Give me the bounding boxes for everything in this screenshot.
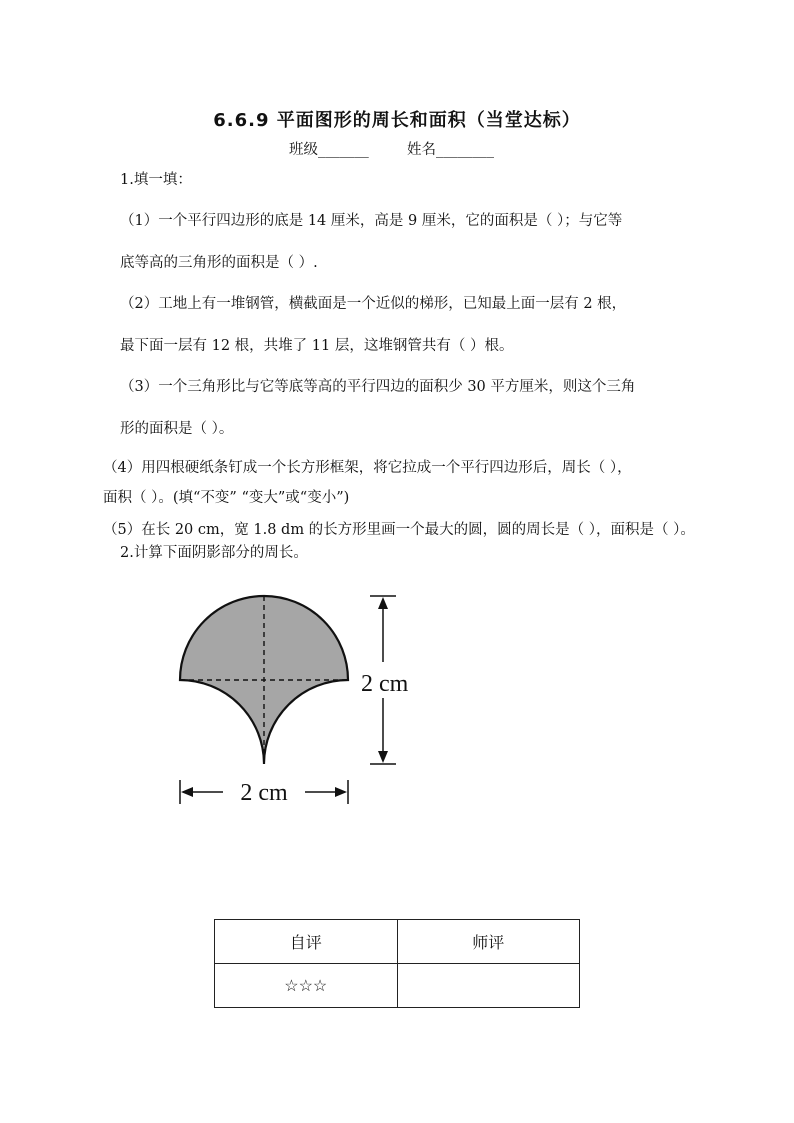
question-1-2-line-1: （2）工地上有一堆钢管，横截面是一个近似的梯形，已知最上面一层有 2 根， <box>120 296 627 312</box>
figure-svg <box>165 590 435 810</box>
question-1-heading: 1.填一填： <box>120 172 192 188</box>
height-label: 2 cm <box>361 671 409 697</box>
name-field: 姓名________ <box>407 142 494 158</box>
page-title: 6.6.9 平面图形的周长和面积（当堂达标） <box>213 110 581 131</box>
question-1-4-line-1: （4）用四根硬纸条钉成一个长方形框架，将它拉成一个平行四边形后，周长（ ）， <box>103 460 632 476</box>
self-rating-stars[interactable]: ☆☆☆ <box>215 964 398 1008</box>
question-1-1-line-1: （1）一个平行四边形的底是 14 厘米，高是 9 厘米，它的面积是（ ）；与它等 <box>120 213 623 229</box>
width-arrowhead-left <box>181 787 193 797</box>
evaluation-header-row <box>215 920 580 964</box>
height-arrowhead-down <box>378 751 388 763</box>
teacher-evaluation-header: 师评 <box>397 920 580 964</box>
class-field: 班级_______ <box>289 142 369 158</box>
teacher-rating-cell[interactable] <box>397 964 580 1008</box>
question-1-1-line-2: 底等高的三角形的面积是（ ）. <box>120 255 318 271</box>
question-1-4-line-2: 面积（ ）。(填“不变” “变大”或“变小”) <box>103 490 350 506</box>
question-1-3-line-1: （3）一个三角形比与它等底等高的平行四边的面积少 30 平方厘米，则这个三角 <box>120 379 636 395</box>
evaluation-row <box>215 964 580 1008</box>
evaluation-table <box>214 919 580 1008</box>
width-arrowhead-right <box>335 787 347 797</box>
self-evaluation-header: 自评 <box>215 920 398 964</box>
question-1-2-line-2: 最下面一层有 12 根，共堆了 11 层，这堆钢管共有（ ）根。 <box>120 338 514 354</box>
question-1-5-line-1: （5）在长 20 cm，宽 1.8 dm 的长方形里画一个最大的圆，圆的周长是（ ），面积是（ ）。 <box>103 522 695 538</box>
question-2-heading: 2.计算下面阴影部分的周长。 <box>120 545 308 561</box>
question-1-3-line-2: 形的面积是（ ）。 <box>120 421 234 437</box>
height-arrowhead-up <box>378 597 388 609</box>
shaded-figure <box>165 590 435 814</box>
width-label: 2 cm <box>240 780 288 806</box>
